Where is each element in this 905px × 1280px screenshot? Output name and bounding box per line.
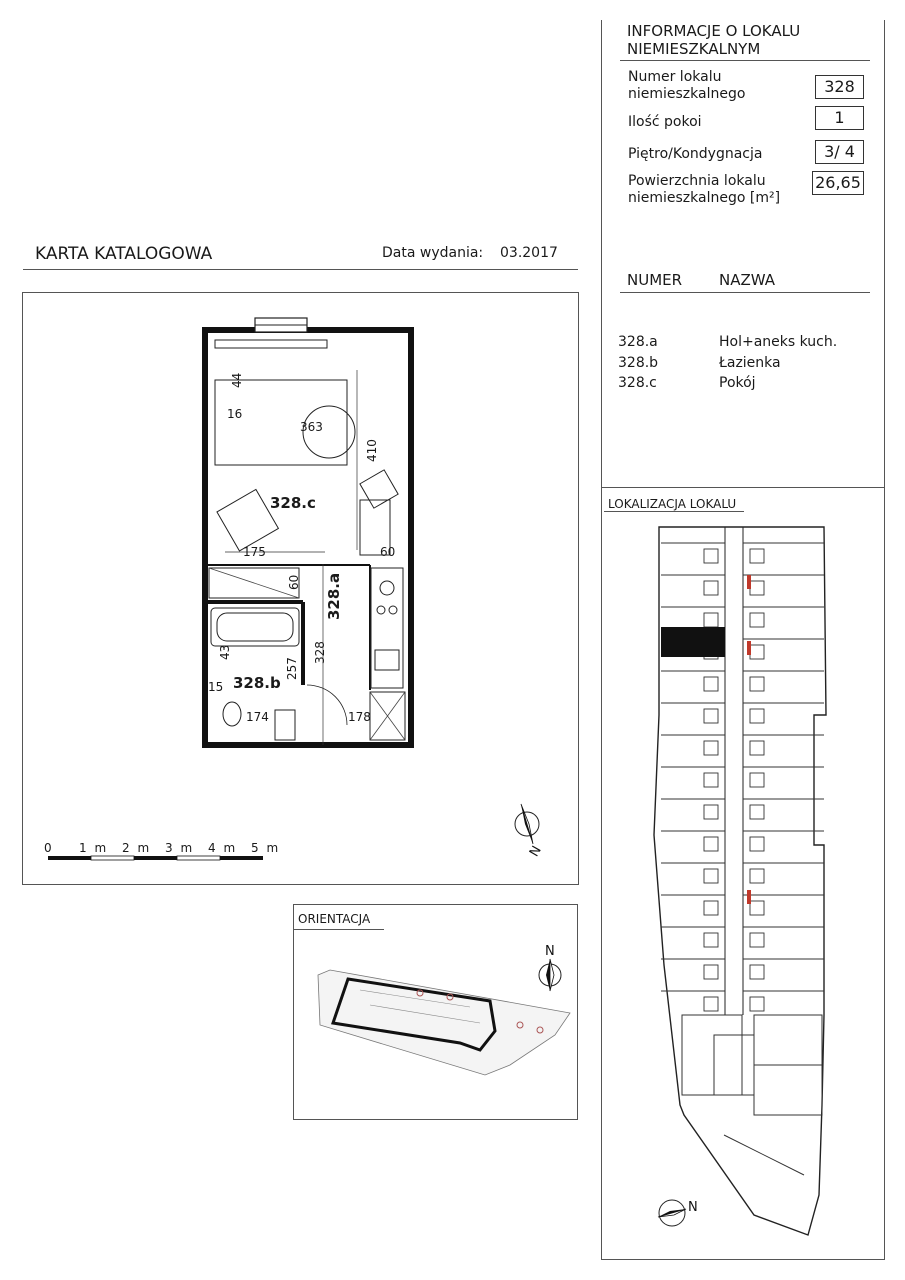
rooms-value-box: 1 (815, 106, 864, 130)
orientation-title: ORIENTACJA (298, 912, 371, 926)
info-title-line2: NIEMIESZKALNYM (627, 40, 761, 58)
scale-label: 4 m (208, 841, 238, 855)
unit-bathroom (704, 965, 718, 979)
col-number-header: NUMER (627, 271, 683, 289)
right-panel-left-border (601, 20, 602, 1260)
scale-label: 1 m (79, 841, 109, 855)
unit-bathroom (704, 805, 718, 819)
room-label-a: 328.a (325, 572, 343, 620)
info-title-underline (620, 60, 870, 61)
unit-bathroom (750, 709, 764, 723)
room-row-number: 328.b (618, 355, 659, 371)
unit-bathroom (704, 677, 718, 691)
floor-label: Piętro/Kondygnacja (628, 146, 763, 162)
room-row-number: 328.c (618, 375, 657, 391)
dimension-label: 174 (246, 710, 269, 724)
dimension-label: 43 (218, 644, 232, 660)
date-label: Data wydania: (382, 245, 484, 261)
location-title-underline (604, 511, 744, 512)
unit-bathroom (750, 773, 764, 787)
unit-bathroom (704, 837, 718, 851)
number-label-1: Numer lokalu (628, 69, 722, 85)
dimension-label: 60 (380, 545, 396, 559)
room-row-name: Pokój (719, 375, 756, 391)
dimension-label: 16 (227, 407, 243, 421)
unit-bathroom (704, 709, 718, 723)
scale-label: 5 m (251, 841, 281, 855)
plan-north-label: N (526, 843, 545, 860)
marker-red (747, 641, 751, 655)
unit-bathroom (750, 613, 764, 627)
col-name-header: NAZWA (719, 271, 776, 289)
page-title: KARTA KATALOGOWA (35, 244, 213, 264)
unit-bathroom (704, 581, 718, 595)
unit-bathroom (704, 549, 718, 563)
unit-bathroom (750, 965, 764, 979)
number-label-2: niemieszkalnego (628, 86, 746, 102)
dimension-label: 410 (365, 439, 379, 462)
unit-bathroom (704, 933, 718, 947)
unit-bathroom (704, 997, 718, 1011)
right-panel-bottom-border (601, 1259, 885, 1260)
dimension-label: 15 (208, 680, 224, 694)
location-north-arrow-icon (658, 1200, 686, 1226)
orientation-site-plan (300, 935, 575, 1115)
unit-bathroom (750, 645, 764, 659)
dimension-label: 44 (230, 372, 244, 388)
location-north-label: N (688, 1200, 698, 1215)
room-row-number: 328.a (618, 334, 658, 350)
unit-bathroom (750, 869, 764, 883)
room-row-name: Łazienka (719, 355, 781, 371)
unit-bathroom (704, 741, 718, 755)
room-row-name: Hol+aneks kuch. (719, 334, 838, 350)
dimension-label: 363 (300, 420, 323, 434)
highlighted-unit (661, 627, 725, 657)
unit-bathroom (704, 773, 718, 787)
scale-label: 2 m (122, 841, 152, 855)
orientation-north-arrow-icon (539, 959, 561, 991)
dimension-label: 328 (313, 641, 327, 664)
room-label-c: 328.c (270, 494, 316, 512)
marker-red (747, 575, 751, 589)
dimension-label: 175 (243, 545, 266, 559)
right-panel-divider (601, 487, 885, 488)
right-panel-right-border (884, 20, 885, 1260)
number-value-box: 328 (815, 75, 864, 99)
header-underline (23, 269, 578, 270)
dimension-label: 60 (287, 574, 301, 590)
unit-bathroom (750, 901, 764, 915)
unit-bathroom (704, 901, 718, 915)
rooms-label: Ilość pokoi (628, 114, 702, 130)
unit-bathroom (750, 933, 764, 947)
unit-bathroom (750, 805, 764, 819)
unit-bathroom (750, 677, 764, 691)
dimension-label: 257 (285, 657, 299, 680)
info-title-line1: INFORMACJE O LOKALU (627, 22, 801, 40)
scale-label: 3 m (165, 841, 195, 855)
unit-bathroom (704, 869, 718, 883)
location-building-plan (604, 515, 882, 1255)
area-value-box: 26,65 (812, 171, 864, 195)
unit-bathroom (750, 549, 764, 563)
unit-bathroom (704, 613, 718, 627)
scale-label: 0 (44, 841, 54, 855)
dimension-label: 178 (348, 710, 371, 724)
date-value: 03.2017 (500, 245, 558, 261)
plan-north-arrow-icon (505, 800, 555, 860)
area-label-1: Powierzchnia lokalu (628, 173, 766, 189)
area-label-2: niemieszkalnego [m²] (628, 190, 781, 206)
floor-value-box: 3/ 4 (815, 140, 864, 164)
orientation-title-underline (294, 929, 384, 930)
unit-bathroom (750, 837, 764, 851)
unit-bathroom (750, 997, 764, 1011)
room-label-b: 328.b (233, 674, 281, 692)
orientation-north-label: N (545, 944, 555, 959)
unit-bathroom (750, 741, 764, 755)
unit-bathroom (750, 581, 764, 595)
rooms-table-underline (620, 292, 870, 293)
marker-red (747, 890, 751, 904)
location-title: LOKALIZACJA LOKALU (608, 497, 737, 511)
